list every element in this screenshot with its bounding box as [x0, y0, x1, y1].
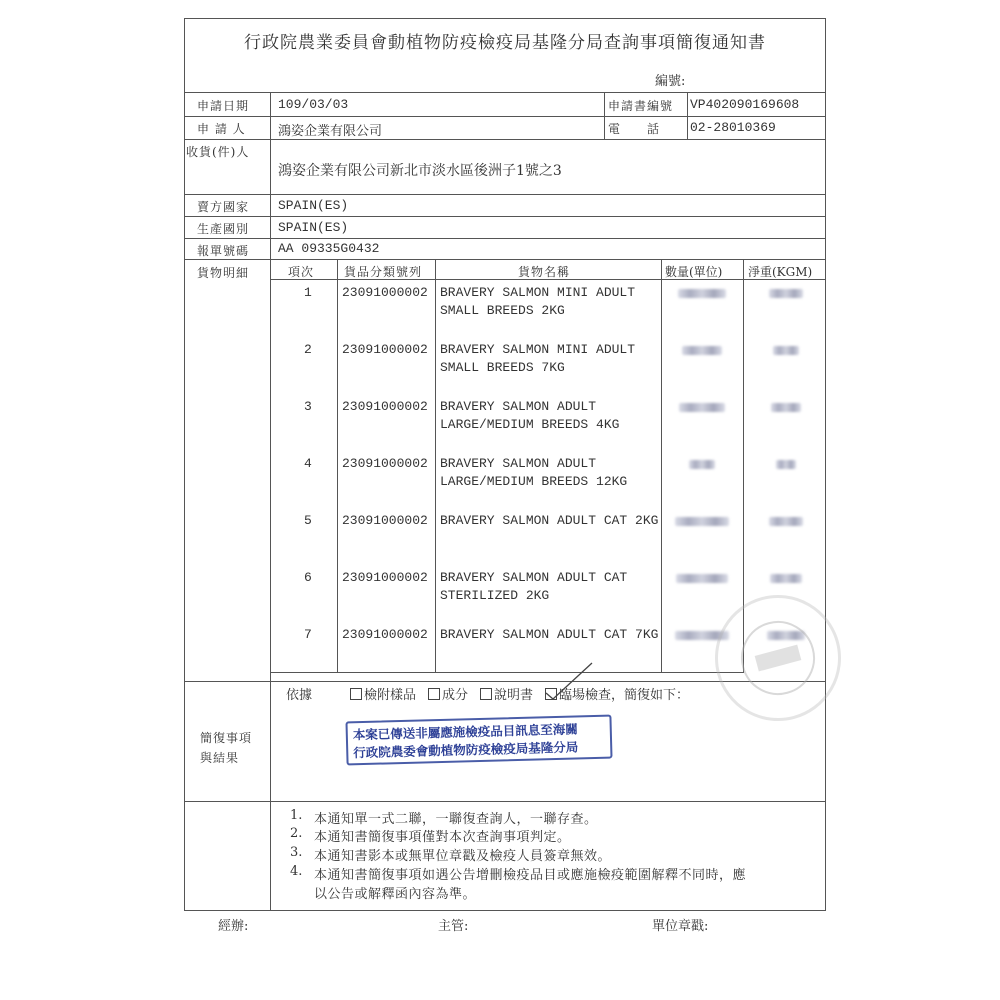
row-code: 23091000002: [342, 570, 428, 585]
rule: [604, 92, 605, 139]
row-net-weight-redacted: [771, 403, 801, 412]
origin-country-label: 生產國別: [197, 222, 250, 236]
row-goods-name-line1: BRAVERY SALMON ADULT CAT: [440, 570, 628, 585]
row-quantity-redacted: [676, 574, 728, 583]
basis-label: 依據: [286, 688, 313, 703]
rule: [687, 92, 688, 139]
note-text: 本通知書簡復事項如遇公告增刪檢疫品目或應施檢疫範圍解釋不同時，應: [314, 868, 747, 883]
rule: [184, 238, 826, 239]
origin-country-value: SPAIN(ES): [278, 220, 349, 235]
row-goods-name-line2: LARGE/MEDIUM BREEDS 12KG: [440, 474, 628, 489]
note-number: 1.: [290, 808, 303, 823]
rule: [270, 681, 271, 801]
phone-label: 電 話: [608, 122, 661, 136]
basis-options: [350, 684, 701, 703]
basis-option-label: 說明書: [494, 688, 534, 703]
row-goods-name-line1: BRAVERY SALMON ADULT CAT 2KG: [440, 513, 659, 528]
supervisor-label: 主管:: [438, 919, 469, 934]
apply-date-value: 109/03/03: [278, 97, 349, 112]
seller-country-value: SPAIN(ES): [278, 198, 349, 213]
note-text-continued: 以公告或解釋函內容為準。: [314, 887, 477, 902]
checkbox-icon: [350, 688, 362, 700]
row-code: 23091000002: [342, 342, 428, 357]
row-item-no: 1: [304, 285, 312, 300]
applicant-label: 申 請 人: [197, 122, 246, 136]
row-item-no: 2: [304, 342, 312, 357]
rule: [184, 216, 826, 217]
header-goods-name: 貨物名稱: [518, 265, 571, 279]
watermark-seal-icon: [717, 597, 839, 719]
basis-option: [545, 688, 689, 703]
handler-label: 經辦:: [218, 919, 249, 934]
row-goods-name-line1: BRAVERY SALMON MINI ADULT: [440, 342, 636, 357]
basis-option: [350, 688, 416, 703]
rule: [184, 139, 826, 140]
row-goods-name-line2: LARGE/MEDIUM BREEDS 4KG: [440, 417, 620, 432]
checkbox-icon: [480, 688, 492, 700]
rule: [435, 259, 436, 672]
phone-value: 02-28010369: [690, 120, 776, 135]
note-number: 2.: [290, 826, 303, 841]
header-quantity: 數量(單位): [665, 265, 723, 279]
row-quantity-redacted: [682, 346, 722, 355]
row-item-no: 3: [304, 399, 312, 414]
rule: [270, 672, 744, 673]
basis-option-label: 檢附樣品: [364, 688, 417, 703]
apply-date-label: 申請日期: [197, 99, 250, 113]
receiver-label: 收貨(件)人: [186, 145, 250, 159]
row-goods-name-line1: BRAVERY SALMON ADULT: [440, 399, 597, 414]
receiver-value: 鴻姿企業有限公司新北市淡水區後洲子1號之3: [278, 163, 562, 179]
reply-result-label: 簡復事項 與結果: [200, 731, 253, 765]
application-no-value: VP402090169608: [690, 97, 800, 112]
rule: [184, 259, 826, 260]
row-net-weight-redacted: [770, 574, 802, 583]
row-item-no: 5: [304, 513, 312, 528]
note-number: 3.: [290, 845, 303, 860]
row-goods-name-line1: BRAVERY SALMON MINI ADULT: [440, 285, 636, 300]
note-text: 本通知書影本或無單位章戳及檢疫人員簽章無效。: [314, 849, 612, 864]
seller-country-label: 賣方國家: [197, 200, 250, 214]
basis-option: [480, 688, 533, 703]
row-item-no: 6: [304, 570, 312, 585]
rule: [337, 259, 338, 672]
declaration-no-label: 報單號碼: [197, 244, 250, 258]
rule: [270, 801, 271, 911]
rule: [270, 92, 271, 681]
stamp-line-1: 本案已傳送非屬應施檢疫品目訊息至海關: [352, 721, 578, 743]
row-goods-name-line1: BRAVERY SALMON ADULT: [440, 456, 597, 471]
stamp-line-2: 行政院農委會動植物防疫檢疫局基隆分局: [353, 739, 579, 761]
row-goods-name-line1: BRAVERY SALMON ADULT CAT 7KG: [440, 627, 659, 642]
row-quantity-redacted: [689, 460, 715, 469]
checked-box-icon: [545, 688, 557, 700]
row-code: 23091000002: [342, 399, 428, 414]
applicant-value: 鴻姿企業有限公司: [278, 124, 383, 139]
header-item-no: 項次: [288, 265, 315, 279]
row-quantity-redacted: [675, 517, 729, 526]
row-item-no: 4: [304, 456, 312, 471]
row-net-weight-redacted: [773, 346, 799, 355]
rule: [184, 116, 826, 117]
declaration-no-value: AA 09335G0432: [278, 241, 380, 256]
goods-detail-label: 貨物明細: [197, 266, 250, 280]
header-net-weight: 淨重(KGM): [748, 265, 813, 279]
row-code: 23091000002: [342, 285, 428, 300]
rule: [184, 801, 826, 802]
basis-option: [428, 688, 468, 703]
rule: [661, 259, 662, 672]
row-goods-name-line2: SMALL BREEDS 2KG: [440, 303, 565, 318]
note-number: 4.: [290, 864, 303, 879]
rule: [184, 92, 826, 93]
serial-label: 編號:: [655, 74, 686, 89]
row-goods-name-line2: SMALL BREEDS 7KG: [440, 360, 565, 375]
application-no-label: 申請書編號: [608, 99, 674, 113]
basis-option-label: 臨場檢查，簡復如下：: [559, 688, 690, 703]
row-net-weight-redacted: [769, 517, 803, 526]
unit-seal-label: 單位章戳:: [652, 919, 709, 934]
rule: [184, 194, 826, 195]
header-code: 貨品分類號列: [344, 265, 423, 279]
row-quantity-redacted: [679, 403, 725, 412]
basis-option-label: 成分: [442, 688, 469, 703]
note-text: 本通知書簡復事項僅對本次查詢事項判定。: [314, 830, 571, 845]
row-code: 23091000002: [342, 513, 428, 528]
row-code: 23091000002: [342, 456, 428, 471]
row-code: 23091000002: [342, 627, 428, 642]
customs-notice-stamp: [345, 715, 612, 766]
row-quantity-redacted: [678, 289, 726, 298]
row-item-no: 7: [304, 627, 312, 642]
row-net-weight-redacted: [769, 289, 803, 298]
note-text: 本通知單一式二聯，一聯復查詢人，一聯存查。: [314, 812, 598, 827]
checkbox-icon: [428, 688, 440, 700]
document-title: 行政院農業委員會動植物防疫檢疫局基隆分局查詢事項簡復通知書: [244, 33, 766, 53]
row-net-weight-redacted: [776, 460, 796, 469]
row-goods-name-line2: STERILIZED 2KG: [440, 588, 550, 603]
